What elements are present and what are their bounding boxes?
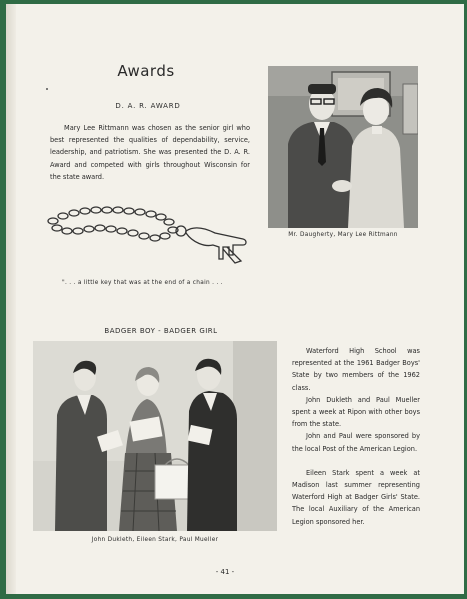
decorative-dot — [46, 88, 48, 90]
badger-paragraph-2: John Dukleth and Paul Mueller spent a week at Ripon with other boys from the state. — [292, 395, 420, 429]
dar-photo-illustration — [268, 66, 418, 228]
page-title: Awards — [117, 62, 175, 80]
badger-photo — [33, 341, 277, 531]
dar-award-heading: D. A. R. AWARD — [115, 102, 181, 110]
badger-photo-caption: John Dukleth, Eileen Stark, Paul Mueller — [91, 537, 219, 543]
page-binding-edge — [6, 4, 16, 594]
dar-photo-caption: Mr. Daugherty, Mary Lee Rittmann — [288, 232, 398, 238]
page-number: - 41 - — [215, 568, 235, 576]
chain-and-key-illustration — [47, 203, 249, 267]
paragraph-spacer — [292, 455, 420, 467]
chain-caption: ". . . a little key that was at the end of a chain . . . — [62, 280, 223, 286]
badger-paragraph-1: Waterford High School was represented at the 1961 Badger Boys' State by two members of the 1962 class. — [292, 347, 420, 392]
dar-award-paragraph: Mary Lee Rittmann was chosen as the senior girl who best represented the qualities of dependability, service, leadership, and patriotism. She was presented the D. A. R. Award and competed with girls throughout Wisconsin for the state award. — [50, 124, 250, 181]
badger-article — [292, 345, 420, 528]
badger-paragraph-3: John and Paul were sponsored by the local Post of the American Legion. — [292, 432, 420, 453]
dar-award-photo — [268, 66, 418, 228]
badger-paragraph-4: Eileen Stark spent a week at Madison last summer representing Waterford High at Badger Girls' State. The local Auxiliary of the American Legion sponsored her. — [292, 468, 420, 526]
badger-photo-illustration — [33, 341, 277, 531]
badger-boy-girl-heading: BADGER BOY - BADGER GIRL — [104, 327, 218, 335]
